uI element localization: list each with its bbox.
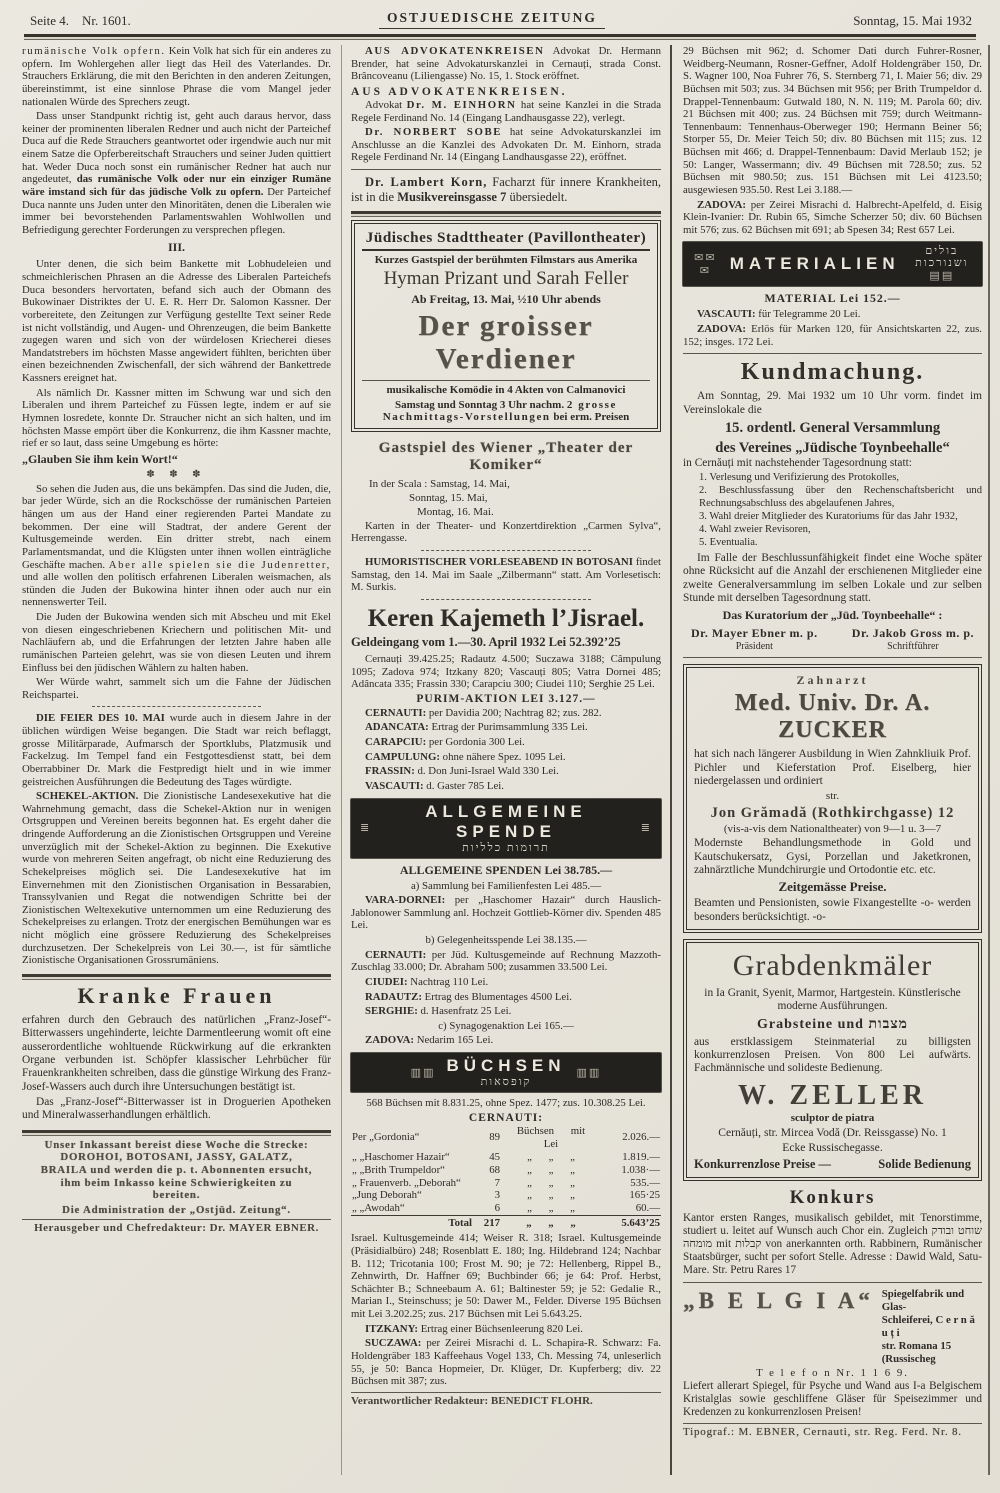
- purim-heading: PURIM-AKTION LEI 3.127.—: [416, 692, 596, 705]
- paper-title: OSTJUEDISCHE ZEITUNG: [379, 10, 605, 29]
- buechsen-city-heading: CERNAUTI:: [468, 1111, 544, 1124]
- zucker-address2: (vis-a-vis dem Nationaltheater) von 9—1 u. 3—7: [723, 823, 942, 836]
- place-lead: ZADOVA:: [365, 1034, 414, 1047]
- theater-showtimes: Samstag und Sonntag 3 Uhr nachm. 2 grosse Nachmittags-Vorstellungen bei erm. Preisen: [382, 399, 630, 424]
- column-right: [672, 45, 990, 1475]
- notice-heading: AUS ADVOKATENKREISEN.: [351, 85, 568, 98]
- divider: [683, 657, 982, 658]
- belgia-paragraph: Liefert allerart Spiegel, für Psyche und Wand aus I-a Belgischem Kristalglas sowie geschliffene Gläser für Speisezimmer und Kredenzen zu konkurrenzlosen Preisen!: [683, 1379, 982, 1419]
- banner-ornament-icon: ≣: [640, 822, 652, 835]
- table-row: „ Frauenverb. „Deborah“ 7 „ „ „ 535.—: [352, 1176, 660, 1189]
- buechsen-table: [351, 1125, 661, 1231]
- kundmachung-intro2: in Cernăuți mit nachstehender Tagesordnung statt:: [683, 456, 912, 469]
- materialien-banner: [683, 242, 982, 286]
- buechsen-item: SUCZAWA: per Zeirei Misrachi d. L. Schapira-R. Schwarz: Fa. Holdengräber 183 Kaffeehaus Vogel 133, Ch. Messing 74, unleserlich 55, je 50: Banca Hopmeier, Dr. Klüger, Dr. Kupferberg; div. 22 Büchsen mit 387; zus.: [351, 1337, 661, 1388]
- theater-play-title: Der groisser Verdiener: [362, 310, 650, 381]
- table-total-row: Total 217 „ „ „ 5.643’25: [351, 1216, 661, 1230]
- banner-box-icon: ▥▥: [410, 1066, 436, 1079]
- spenden-heading: ALLGEMEINE SPENDEN Lei 38.785.—: [399, 862, 613, 877]
- notice-korn: Dr. Lambert Korn, Facharzt für innere Krankheiten, ist in die Musikvereinsgasse 7 übersiedelt.: [351, 175, 661, 204]
- masthead: [0, 0, 1000, 32]
- article-paragraph: Wer Würde wahrt, sammelt sich um die Fahne der Jüdischen Reichspartei.: [22, 676, 331, 701]
- buechsen-detail: Israel. Kultusgemeinde 414; Weiser R. 318; Israel. Kultusgemeinde (Präsidialbüro) 248; Rosenblatt E. 180; Ing. Hildebrand 124; Nachbar B. 112; Tricotania 100; Frost M. 90; je 72: Hellenberg, Rippel B., Zehnwirth, Dr. Haffner 69; Buchbinder 66; je 64: Prof. Herbst, Schächter B.; Schneebaum A. 61; Baltinester 59; je 52: Gedalie R., Marian I., Steinschuss; je 50: Dawer M., Felder. Diverse 195 Büchsen mit Lei 3.202.25; zus. 217 Büchsen mit Lei 5.643.25.: [351, 1232, 661, 1321]
- zahnarzt-kicker: Zahnarzt: [796, 673, 869, 688]
- kundmachung-p2: Im Falle der Beschlussunfähigkeit findet eine Woche später ohne Rücksicht auf die Anzahl der erschienenen Mitglieder eine zweite Generalversammlung im selben Lokale und zur selben Stunde mit derselben Tagesordnung statt.: [683, 551, 982, 604]
- inkassant-signature: Die Administration der „Ostjüd. Zeitung“.: [62, 1203, 291, 1216]
- notice-einhorn: Advokat Dr. M. EINHORN hat seine Kanzlei in die Strada Regele Ferdinand No. 14 (Eingang Landhausgasse 22), verlegt.: [351, 98, 661, 124]
- place-lead: CARAPCIU:: [365, 736, 427, 749]
- grabdenkmaeler-ad-box: [683, 939, 982, 1181]
- table-row: Per „Gordonia“ 89 Büchsen mit Lei 2.026.—: [352, 1124, 660, 1150]
- place-lead: ITZKANY:: [365, 1322, 418, 1335]
- notice-lead: AUS ADVOKATENKREISEN: [365, 45, 545, 57]
- divider: [351, 169, 661, 170]
- banner-hebrew: קופסאות: [480, 1076, 532, 1089]
- konkurs-heading: Konkurs: [789, 1186, 876, 1208]
- article-paragraph: Dass unser Standpunkt richtig ist, geht auch daraus hervor, dass keiner der prominenten liberalen Redner und auch nicht der Parteichef Duca auf die Rede Strauchers geantwortet oder irgendwie auch nur mit einem Satze die Opferbereitschaft Strauchers und seiner Juden quittiert hat. Weder Duca noch sonst ein rumänischer Redner hat auch nur angedeutet, das rumänische Volk oder nur ein einziger Rumäne wäre imstand sich für das jüdische Volk zu opfern. Der Parteichef Duca nannte uns Juden unter den Minoritäten, denen die Liberalen wie immer bei bevorstehenden Parlamentswahlen Wohlwollen und Befriedigung gerechter Forderungen zu versprechen pflegen.: [22, 110, 331, 236]
- belgia-ad: [683, 1288, 982, 1366]
- grabsteine-line: Grabsteine und מצבות: [757, 1016, 908, 1032]
- masthead-left: [30, 13, 131, 29]
- versammlung-title-2: des Vereines „Jüdische Toynbeehalle“: [715, 439, 950, 456]
- place-lead: FRASSIN:: [365, 765, 415, 778]
- purim-item: VASCAUTI: d. Gaster 785 Lei.: [365, 779, 504, 792]
- tipograf-line: Tipograf.: M. EBNER, Cernauti, str. Reg. Ferd. Nr. 8.: [683, 1423, 982, 1438]
- pull-quote: „Glauben Sie ihm kein Wort!“: [22, 451, 178, 466]
- table-row: „ „Awodah“ 6 „ „ „ 60.—: [352, 1202, 660, 1215]
- thick-divider: [351, 211, 661, 214]
- place-lead: VASCAUTI:: [365, 779, 424, 792]
- banner-title: MATERIALIEN: [729, 253, 900, 273]
- dashed-divider: [421, 550, 592, 551]
- banner-box-icon: ▥▥: [576, 1066, 602, 1079]
- column-left: [20, 45, 342, 1475]
- banner-ornament-icon: ≣: [360, 822, 372, 835]
- place-lead: ZADOVA:: [697, 198, 746, 211]
- allgemeine-spende-banner: [351, 799, 661, 858]
- signatures: [683, 626, 982, 652]
- ad-paragraph: Das „Franz-Josef“-Bitterwasser ist in Droguerien Apotheken und Mineralwasserhandlungen erhältlich.: [22, 1095, 331, 1122]
- issue-date: Sonntag, 15. Mai 1932: [853, 13, 972, 28]
- notice-advokaten: AUS ADVOKATENKREISEN Advokat Dr. Hermann Brender, hat seine Advokaturskanzlei in Cernauți, strada Const. Brâncoveanu (Liliengasse) No. 15, 1. Stock eröffnet.: [351, 45, 661, 83]
- spaced-passage: Aber alle spielen sie die Judenretter,: [108, 558, 331, 571]
- theater-performers: Hyman Prizant und Sarah Feller: [383, 268, 629, 290]
- buechsen-banner: [351, 1053, 661, 1092]
- zucker-ad-box: [683, 664, 982, 933]
- signature-secretary: Dr. Jakob Gross m. p. Schriftführer: [851, 626, 974, 653]
- grab-heading: Grabdenkmäler: [732, 948, 933, 982]
- article-paragraph: Als nämlich Dr. Kassner mitten im Schwung war und sich den Liberalen und ihrem Parteichef zu Füssen legte, indem er auf sie Hymnen losredete, konnte Dr. Straucher nicht an sich halten, und im höchsten Masse empört über die Konkurrenz, die ihm Kassner machte, rief er so laut, dass seine Umgebung es hörte:: [22, 386, 331, 450]
- notice-lead: HUMORISTISCHER VORLESEABEND IN BOTOSANI: [365, 556, 633, 569]
- banner-title: BÜCHSEN: [446, 1056, 566, 1076]
- ad-heading-kranke-frauen: Kranke Frauen: [77, 982, 276, 1008]
- article-paragraph: So sehen die Juden aus, die uns bekämpfen. Das sind die Juden, die, bar jeder Würde, sich an die Rockschösse der rumänischen Parteien hängen um aus der Hand einer regierenden Partei Mandate zu bekommen. Der eine will Stadtrat, der andere Gerent der Kultusgemeinde werden. Ein dritter strebt, nach einem Parlamentsmandat, und die Klügsten unter ihnen wollen einträgliche Geschäfte machen. Aber alle spielen sie die Judenretter, und alle wollen den politisch erfahrenen Liberalen weismachen, als stünden die Juden der Bukowina hinter ihnen oder auch nur ein nennenswerter Teil.: [22, 482, 331, 609]
- purim-item: CAMPULUNG: ohne nähere Spez. 1095 Lei.: [365, 750, 566, 763]
- agenda-item: 2. Beschlussfassung über den Rechenschaftsbericht und Rechnungsabschluss des abgelaufenen Jahres,: [699, 485, 982, 510]
- komiker-heading: Gastspiel des Wiener „Theater der Komiker“: [378, 440, 634, 474]
- divider: [683, 353, 982, 354]
- zucker-paragraph2: Modernste Behandlungsmethode in Gold und Kautschukersatz, Gysi, Porzellan und Jaketkronen, zahnärztliche Mundchirurgie und Ortodontie etc. etc.: [694, 837, 971, 876]
- belgia-description: Spiegelfabrik und Glas- Schleiferei, C e r n ă u ț i str. Romana 15 (Russischeg: [881, 1288, 975, 1365]
- editor-line: Verantwortlicher Redakteur: BENEDICT FLOHR.: [351, 1392, 661, 1407]
- article-paragraph: Unter denen, die sich beim Bankette mit Lobhudeleien und schmeichlerischen Phrasen an die Adresse des Liberalen Parteichefs Duca besonders hervortaten, befand sich auch der Obmann des Bukowinaer Distriktes der U. E. R. Herr Dr. Salomon Kassner. Der vorbereitete, den Zeitungen zur Verfügung gestellte Text seiner Rede ist nicht vollständig, und Augen- und Ohrenzeugen, die beim Bankette zugegen waren und sich von der würdelosen Kriecherei dieses Mandatstrebers im höchsten Masse angewidert fühlten, berichten über einen bezeichnenden Zwischenfall, der sich während der Bankettrede Kassners ereignet hat.: [22, 258, 331, 384]
- column-middle: [342, 45, 672, 1475]
- purim-item: CERNAUTI: per Davidia 200; Nachtrag 82; zus. 282.: [365, 706, 602, 719]
- publisher-line: Herausgeber und Chefredakteur: Dr. MAYER EBNER.: [22, 1219, 331, 1234]
- table-row: „ „Brith Trumpeldor“ 68 „ „ „ 1.038·—: [352, 1163, 660, 1176]
- belgia-name: „B E L G I A“: [683, 1288, 874, 1314]
- section-separator-ornament: ✽ ✽ ✽: [146, 468, 207, 480]
- spenden-item: CERNAUTI: per Jüd. Kultusgemeinde auf Rechnung Mazzoth-Zuschlag 33.000; Dr. Abraham 500; zusammen 33.500 Lei.: [351, 948, 661, 974]
- komiker-date: Montag, 16. Mai.: [417, 505, 494, 518]
- keren-towns: Cernauți 39.425.25; Radautz 4.500; Suczawa 3188; Câmpulung 1095; Zadova 974; Itzkany 820; Vascauți 805; Vatra Dornei 485; Adâncata 335; Frassin 330; Carapciu 300; Ciudei 110; Serghie 25 Lei.: [351, 652, 661, 691]
- spenden-sub-a: a) Sammlung bei Familienfesten Lei 485.—: [410, 879, 602, 892]
- place-lead: VARA-DORNEI:: [365, 894, 446, 907]
- table-row: „Jung Deborah“ 3 „ „ „ 165·25: [352, 1189, 660, 1202]
- zeller-subtitle: sculptor de piatra: [790, 1111, 875, 1124]
- keren-subheading: Geldeingang vom 1.—30. April 1932 Lei 52.392’25: [351, 634, 621, 649]
- signature-president: Dr. Mayer Ebner m. p. Präsident: [691, 626, 818, 653]
- spenden-item: RADAUTZ: Ertrag des Blumentages 4500 Lei.: [365, 990, 572, 1003]
- agenda-item: 1. Verlesung und Verifizierung des Protokolles,: [699, 472, 899, 484]
- kundmachung-heading: Kundmachung.: [740, 359, 925, 386]
- article-paragraph: rumänische Volk opfern. Kein Volk hat sich für ein anderes zu opfern. Im Wohlergehen aller liegt das Heil des Vaterlandes. Dr. Strauchers Erklärung, die mit den Berichten in den anderen Zeitungen, übereinstimmt, ist eine sinnlose Phrase die vom Mangel jeder nationalen Würde des Sprechers zeugt.: [22, 45, 331, 108]
- komiker-date: Sonntag, 15. Mai,: [409, 492, 488, 505]
- notice-lead: Dr. M. EINHORN: [406, 98, 517, 111]
- envelopes-icon: ✉✉✉: [694, 251, 717, 277]
- thick-divider: [22, 1130, 331, 1133]
- page-number: Seite 4.: [30, 13, 69, 28]
- issue-number: Nr. 1601.: [82, 13, 131, 28]
- bold-passage: das rumänische Volk oder nur ein einziger Rumäne wäre imstand sich für das jüdische Volk zu opfern.: [22, 173, 331, 198]
- purim-item: CARAPCIU: per Gordonia 300 Lei.: [365, 736, 525, 749]
- keren-heading: Keren Kajemeth l’Jisrael.: [367, 604, 645, 632]
- agenda-item: 5. Eventualia.: [699, 536, 758, 548]
- dashed-divider: [92, 706, 262, 707]
- spenden-item: SERGHIE: d. Hasenfratz 25 Lei.: [365, 1005, 512, 1018]
- grab-paragraph2: aus erstklassigem Steinmaterial zu billigsten konkurrenzlosen Preisen. Von 800 Lei aufwärts. Fachmännische und solideste Bedienung.: [694, 1035, 971, 1075]
- buechsen-item: ITZKANY: Ertrag einer Büchsenleerung 820 Lei.: [365, 1322, 583, 1335]
- zucker-paragraph: hat sich nach längerer Ausbildung in Wien Zahnkliuik Prof. Pichler und Kieferstation Prof. Eiselberg, hier niedergelassen und ordiniert: [694, 748, 971, 787]
- spaced-passage: 2 grosse Nachmittags-Vorstellungen: [382, 399, 618, 424]
- place-lead: CERNAUTI:: [365, 706, 427, 719]
- spaced-lead: rumänische Volk opfern.: [22, 45, 166, 57]
- zucker-str: str.: [825, 790, 840, 803]
- theater-subtitle: Kurzes Gastspiel der berühmten Filmstars aus Amerika: [374, 254, 638, 267]
- theater-date: Ab Freitag, 13. Mai, ½10 Uhr abends: [411, 292, 601, 307]
- material-item: ZADOVA: Erlös für Marken 120, für Ansichtskarten 22, zus. 152; insges. 172 Lei.: [683, 323, 982, 348]
- komiker-date: In der Scala : Samstag, 14. Mai,: [369, 478, 510, 491]
- kuratorium-line: Das Kuratorium der „Jüd. Toynbeehalle“ :: [722, 608, 943, 623]
- place-lead: SERGHIE:: [365, 1005, 418, 1018]
- zeller-address2: Ecke Russischegasse.: [782, 1140, 883, 1154]
- spenden-sub-b: b) Gelegenheitsspende Lei 38.135.—: [425, 934, 587, 947]
- banner-hebrew: תרומות כלליות: [462, 841, 550, 854]
- item-lead: SCHEKEL-AKTION.: [36, 790, 139, 803]
- theater-description: musikalische Komödie in 4 Akten von Calmanovici: [386, 384, 626, 397]
- thick-divider: [22, 974, 331, 977]
- notice-sobe: Dr. NORBERT SOBE hat seine Advokaturskanzlei im Anschlusse an die Kanzlei des Advokaten Dr. M. Einhorn, strada Regele Ferdinand Nr. 14 (Eingang Landhausgasse 22), eröffnet.: [351, 126, 661, 164]
- inkassant-notice: Unser Inkassant bereist diese Woche die Strecke: DOROHOI, BOTOSANI, JASSY, GALATZ, BRAILA und werden die p. t. Abonnenten ersucht, ihm beim Inkasso keine Schwierigkeiten zu bereiten.: [40, 1138, 313, 1202]
- tagesordnung-list: [683, 472, 982, 550]
- spenden-item: CIUDEI: Nachtrag 110 Lei.: [365, 975, 489, 988]
- place-lead: ZADOVA:: [697, 323, 746, 335]
- grab-paragraph: in Ia Granit, Syenit, Marmor, Hartgestein. Künstlerische moderne Ausführungen.: [704, 986, 961, 1013]
- konkurs-paragraph: Kantor ersten Ranges, musikalisch gebildet, mit Tenorstimme, studiert u. leitet auf Wunsch auch Chor ein. Zugleich שוחט ובודק מומחה mit קבלות von anerkannten orth. Rabbinern, Rumänischer Staatsbürger, sucht per sofort Stelle. Adresse : Dawid Wald, Satu-Mare. Str. Petru Rares 17: [683, 1211, 982, 1277]
- material-heading: MATERIAL Lei 152.—: [764, 291, 901, 306]
- table-row: „ „Haschomer Hazair“ 45 „ „ „ 1.819.—: [352, 1150, 660, 1163]
- notice-lead: Dr. NORBERT SOBE: [365, 126, 503, 139]
- belgia-phone: T e l e f o n Nr. 1 1 6 9.: [756, 1366, 909, 1379]
- purim-item: FRASSIN: d. Don Juni-Israel Wald 330 Lei.: [365, 765, 559, 778]
- material-item: VASCAUTI: für Telegramme 20 Lei.: [697, 308, 861, 321]
- section-number: III.: [167, 240, 185, 255]
- address-bold: Musikvereinsgasse 7: [397, 189, 507, 204]
- place-lead: ADANCATA:: [365, 721, 429, 734]
- zeller-tagline: Konkurrenzlose Preise — Solide Bedienung: [694, 1156, 971, 1171]
- kundmachung-intro: Am Sonntag, 29. Mai 1932 um 10 Uhr vorm. findet im Vereinslokale die: [683, 390, 982, 416]
- agenda-item: 3. Wahl dreier Mitglieder des Kuratoriums für das Jahr 1932,: [699, 511, 958, 523]
- place-lead: SUCZAWA:: [365, 1337, 422, 1350]
- article-paragraph: Die Juden der Bukowina wenden sich mit Abscheu und mit Ekel von diesen eingeschriebenen Kriechern und politischen Mit- und Nachläufern ab, und die Erfahrungen der letzten Jahre haben alle rumänischen Parteien gelehrt, was sie von diesen Leuten und ihrem Einfluss bei den jüdischen Wählern zu halten haben.: [22, 611, 331, 674]
- item-lead: DIE FEIER DES 10. MAI: [36, 712, 165, 725]
- spenden-item: ZADOVA: Nedarim 165 Lei.: [365, 1034, 494, 1047]
- komiker-tickets: Karten in der Theater- und Konzertdirektion „Carmen Sylva“, Herrengasse.: [351, 519, 661, 545]
- news-item: SCHEKEL-AKTION. Die Zionistische Landesexekutive hat die Wahrnehmung gemacht, dass die Schekel-Aktion nur in wenigen Ortsgruppen und Vereinen bereits begonnen hat. Es ergeht daher die dringende Aufforderung an die Zionistischen Ortsgruppen und Vereine unverzüglich mit der Schekel-Aktion zu beginnen. Die Exekutive wurde von mehreren Seiten angefragt, ob nicht eine Reduzierung des Schekelpreises möglich sei. Die Landesexekutive hat im Einvernehmen mit den Zionistischen Organisation in Bessarabien, Transsylvanien und Regat die notwendigen Schritte bei der Zionistischen Weltexekutive unternommen um eine Reduzierung des Schekelpreises zu erlangen. Trotz der energischen Bemühungen war es nicht möglich eine grössere Reduzierung des Schekelpreises durchzusetzen. Der Schekelpreis von Lei 30.—, ist für sämtliche Zionistische Organisationen Grossrumäniens.: [22, 790, 331, 967]
- zucker-name: Med. Univ. Dr. A. ZUCKER: [734, 690, 931, 744]
- buechsen-continuation: 29 Büchsen mit 962; d. Schomer Dati durch Fuhrer-Rosner, Weidberg-Neumann, Rosner-Geffner, Adolf Holdengräber 150, Dr. S. Wagner 100, Noa Fuhrer 76, S. Sternberg 71, I. Maier 56; div. 29 Büchsen mit 503; zus. 34 Büchsen mit 956; per Brith Trumpeldor d. Drappel-Tennenbaum: Gutwald 180, N. N. 119; M. Parola 60; div. 21 Büchsen mit 400; zus. 24 Büchsen mit 759; durch Weitmann-Tennenbaum: Tennenhaus-Oberweger 190; Hermann Beiner 56; Storper 55, Dr. Meier Teich 50; div. 80 Büchsen mit 115; zus. 12 Büchsen mit 466; d. Drappel-Tennenbaum: David Merlaub 152; je 50: Langer, Wassermann; div. 49 Büchsen mit 728.50; zus. 52 Büchsen mit 980.50; zus. 151 Büchsen mit Lei 4123.50; ausgewiesen 935.50. Rest Lei 3.188.—: [683, 45, 982, 196]
- vorleseabend-notice: HUMORISTISCHER VORLESEABEND IN BOTOSANI findet Samstag, den 14. Mai im Saale „Zilbermann“ statt. Am Vorlesetisch: M. Surkis.: [351, 556, 661, 594]
- place-lead: VASCAUTI:: [697, 308, 756, 321]
- notice-lead: Dr. Lambert Korn,: [365, 175, 488, 189]
- banner-ornament-icon: ▤▤: [929, 270, 955, 283]
- banner-hebrew: בולים ושנורכות: [915, 245, 969, 270]
- zadova-item: ZADOVA: per Zeirei Misrachi d. Halbrecht-Apelfeld, d. Eisig Klein-Ivanier: Dr. Rubin 65, Simche Scherzer 50; div. 60 Büchsen mit 576; zus. 62 Büchsen mit 691; ab Spesen 34; Rest 657 Lei.: [683, 198, 982, 236]
- place-lead: CERNAUTI:: [365, 948, 427, 961]
- news-item: DIE FEIER DES 10. MAI wurde auch in diesem Jahre in der üblichen würdigen Weise begangen. Die Stadt war reich beflaggt, grosse Militärparade, Aufmarsch der Sportklubs, Platzmusik und Fackelzug. Im Tempel fand ein Festgottesdienst statt, bei dem Oberrabbiner Dr. Mark die Festpredigt hielt und in wie immer geistreichen Ausführungen die Bedeutung des Tages würdigte.: [22, 712, 332, 788]
- place-lead: CIUDEI:: [365, 975, 408, 988]
- ad-paragraph: erfahren durch den Gebrauch des natürlichen „Franz-Josef“-Bitterwassers ungehinderte, leichte Darmentleerung womit oft eine ausserordentliche wohltuende Rückwirkung auf die erkrankten Organe verbunden ist. Schöpfer klassischer Lehrbücher für Frauenkrankheiten schreiben, dass die günstige Wirkung des Franz-Josef-Wassers auch durch ihre Untersuchungen bestätigt ist.: [22, 1013, 331, 1093]
- dashed-divider: [421, 599, 592, 600]
- purim-item: ADANCATA: Ertrag der Purimsammlung 335 Lei.: [365, 721, 588, 734]
- place-lead: RADAUTZ:: [365, 990, 422, 1003]
- hebrew-mazewot: מצבות: [868, 1016, 908, 1032]
- banner-title: ALLGEMEINE SPENDE: [425, 801, 587, 841]
- place-lead: CAMPULUNG:: [365, 750, 440, 763]
- zeller-name: W. ZELLER: [737, 1079, 928, 1111]
- zucker-paragraph3: Beamten und Pensionisten, sowie Fixangestellte -o- werden besonders berücksichtigt. -o-: [694, 897, 971, 923]
- theater-ad-box: [351, 220, 661, 432]
- zucker-address: Jon Grămadă (Rothkirchgasse) 12: [710, 805, 955, 822]
- buechsen-summary: 568 Büchsen mit 8.831.25, ohne Spez. 1477; zus. 10.308.25 Lei.: [366, 1097, 646, 1110]
- agenda-item: 4. Wahl zweier Revisoren,: [699, 523, 811, 535]
- divider: [683, 1282, 982, 1283]
- spenden-sub-c: c) Synagogenaktion Lei 165.—: [438, 1019, 574, 1032]
- spenden-item: VARA-DORNEI: per „Haschomer Hazair“ durch Hauslich-Jablonower Sammlung anl. Hochzeit Gottlieb-Körner div. Spenden 485 Lei.: [351, 894, 661, 932]
- theater-name: Jüdisches Stadttheater (Pavillontheater): [362, 229, 650, 251]
- zeller-address: Cernăuți, str. Mircea Vodă (Dr. Reissgasse) No. 1: [718, 1125, 947, 1139]
- versammlung-title-1: 15. ordentl. General Versammlung: [724, 419, 941, 436]
- column-layout: [0, 37, 1000, 1475]
- zucker-preise: Zeitgemässe Preise.: [778, 879, 887, 895]
